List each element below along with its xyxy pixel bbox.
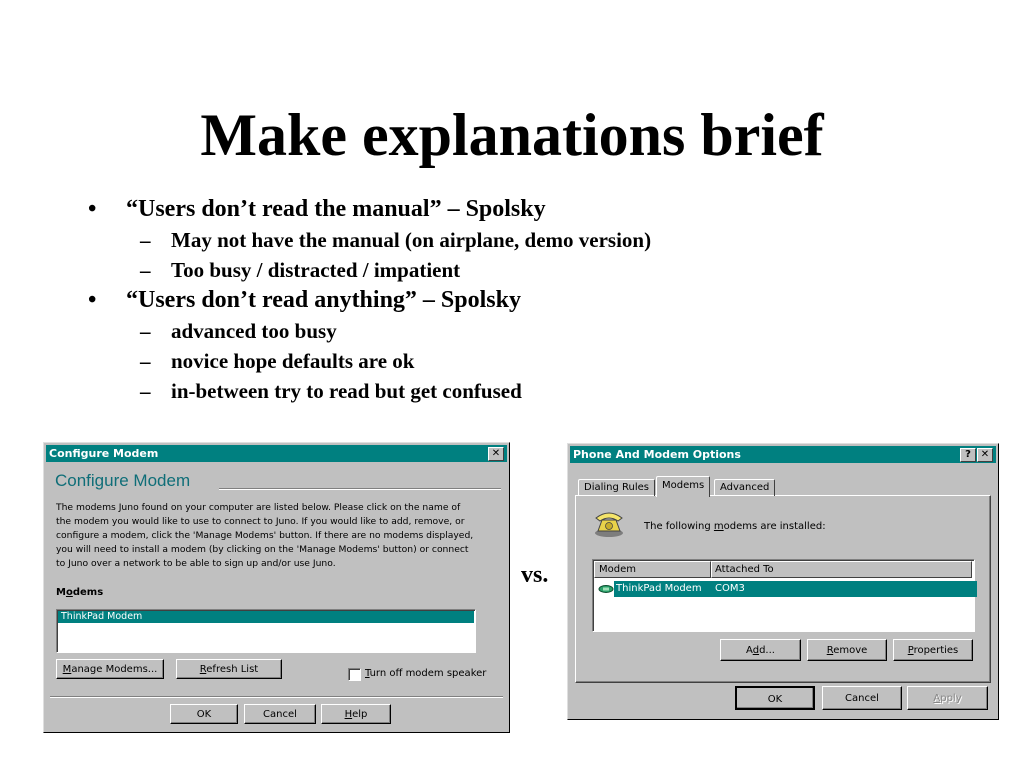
sub-bullet-text: novice hope defaults are ok <box>171 349 415 373</box>
tab-advanced[interactable]: Advanced <box>714 479 775 496</box>
bottom-rule <box>50 696 503 698</box>
sub-bullet-text: May not have the manual (on airplane, demo version) <box>171 228 652 252</box>
slide-title: Make explanations brief <box>200 102 824 168</box>
bullet-glyph: • <box>88 196 97 222</box>
column-header-modem[interactable]: Modem <box>594 561 711 578</box>
column-header-attached-to[interactable]: Attached To <box>711 561 972 578</box>
window-title: Configure Modem <box>49 447 159 460</box>
dash-glyph: – <box>140 258 151 282</box>
sub-bullet-item <box>88 346 848 376</box>
tab-dialing-rules[interactable]: Dialing Rules <box>578 479 655 496</box>
bullet-glyph: • <box>88 287 97 313</box>
sub-bullet-item <box>88 376 848 406</box>
dialog-heading: Configure Modem <box>55 471 191 490</box>
ok-button[interactable]: OK <box>170 704 238 724</box>
apply-button[interactable]: Apply <box>907 686 988 710</box>
speaker-checkbox-label[interactable]: Turn off modem speaker <box>365 668 487 679</box>
configure-modem-dialog <box>43 442 510 733</box>
installed-text: The following modems are installed: <box>644 521 826 532</box>
modems-label: Modems <box>56 587 104 598</box>
sub-bullet-item <box>88 225 848 255</box>
row-attached-to[interactable]: COM3 <box>710 581 977 597</box>
sub-bullet-item <box>88 316 848 346</box>
phone-modem-options-dialog <box>567 443 999 720</box>
bullet-list <box>88 194 848 406</box>
modem-list[interactable] <box>56 609 476 653</box>
vs-label: vs. <box>521 562 549 588</box>
help-button[interactable]: Help <box>321 704 391 724</box>
title-bar <box>46 445 507 462</box>
dash-glyph: – <box>140 379 151 403</box>
bullet-item <box>88 194 848 225</box>
sub-bullet-item <box>88 255 848 285</box>
speaker-checkbox[interactable] <box>348 668 361 681</box>
bullet-text: “Users don’t read the manual” – Spolsky <box>126 196 546 222</box>
modem-icon <box>598 584 614 594</box>
sub-bullet-text: advanced too busy <box>171 319 337 343</box>
refresh-list-button[interactable]: Refresh List <box>176 659 282 679</box>
sub-bullet-text: Too busy / distracted / impatient <box>171 258 461 282</box>
close-icon[interactable]: ✕ <box>977 448 993 462</box>
window-title: Phone And Modem Options <box>573 448 741 461</box>
dash-glyph: – <box>140 349 151 373</box>
bullet-item <box>88 285 848 316</box>
title-bar <box>570 446 996 463</box>
cancel-button[interactable]: Cancel <box>244 704 316 724</box>
properties-button[interactable]: Properties <box>893 639 973 661</box>
dash-glyph: – <box>140 319 151 343</box>
row-modem-name[interactable]: ThinkPad Modem <box>614 581 710 597</box>
list-item[interactable]: ThinkPad Modem <box>58 611 474 623</box>
manage-modems-button[interactable]: Manage Modems... <box>56 659 164 679</box>
dash-glyph: – <box>140 228 151 252</box>
bullet-text: “Users don’t read anything” – Spolsky <box>126 287 521 313</box>
close-icon[interactable]: ✕ <box>488 447 504 461</box>
phone-icon <box>592 508 626 538</box>
help-icon[interactable]: ? <box>960 448 976 462</box>
tab-modems[interactable]: Modems <box>656 476 710 497</box>
ok-button[interactable]: OK <box>735 686 815 710</box>
table-row[interactable] <box>595 581 972 597</box>
heading-rule <box>219 488 501 490</box>
modem-list-view[interactable] <box>592 559 975 632</box>
sub-bullet-text: in-between try to read but get confused <box>171 379 522 403</box>
remove-button[interactable]: Remove <box>807 639 887 661</box>
cancel-button[interactable]: Cancel <box>822 686 902 710</box>
add-button[interactable]: Add... <box>720 639 801 661</box>
description-text: The modems Juno found on your computer are listed below. Please click on the name of the modem you would like to use to connect to Juno. If you would like to add, remove, or configure a modem, click the 'Manage Modems' button. If there are no modems displayed, you will need to install a modem (by clicking on the 'Manage Modems' button) or connect to Juno over a network to be able to sign up and/or use Juno. <box>56 502 474 569</box>
